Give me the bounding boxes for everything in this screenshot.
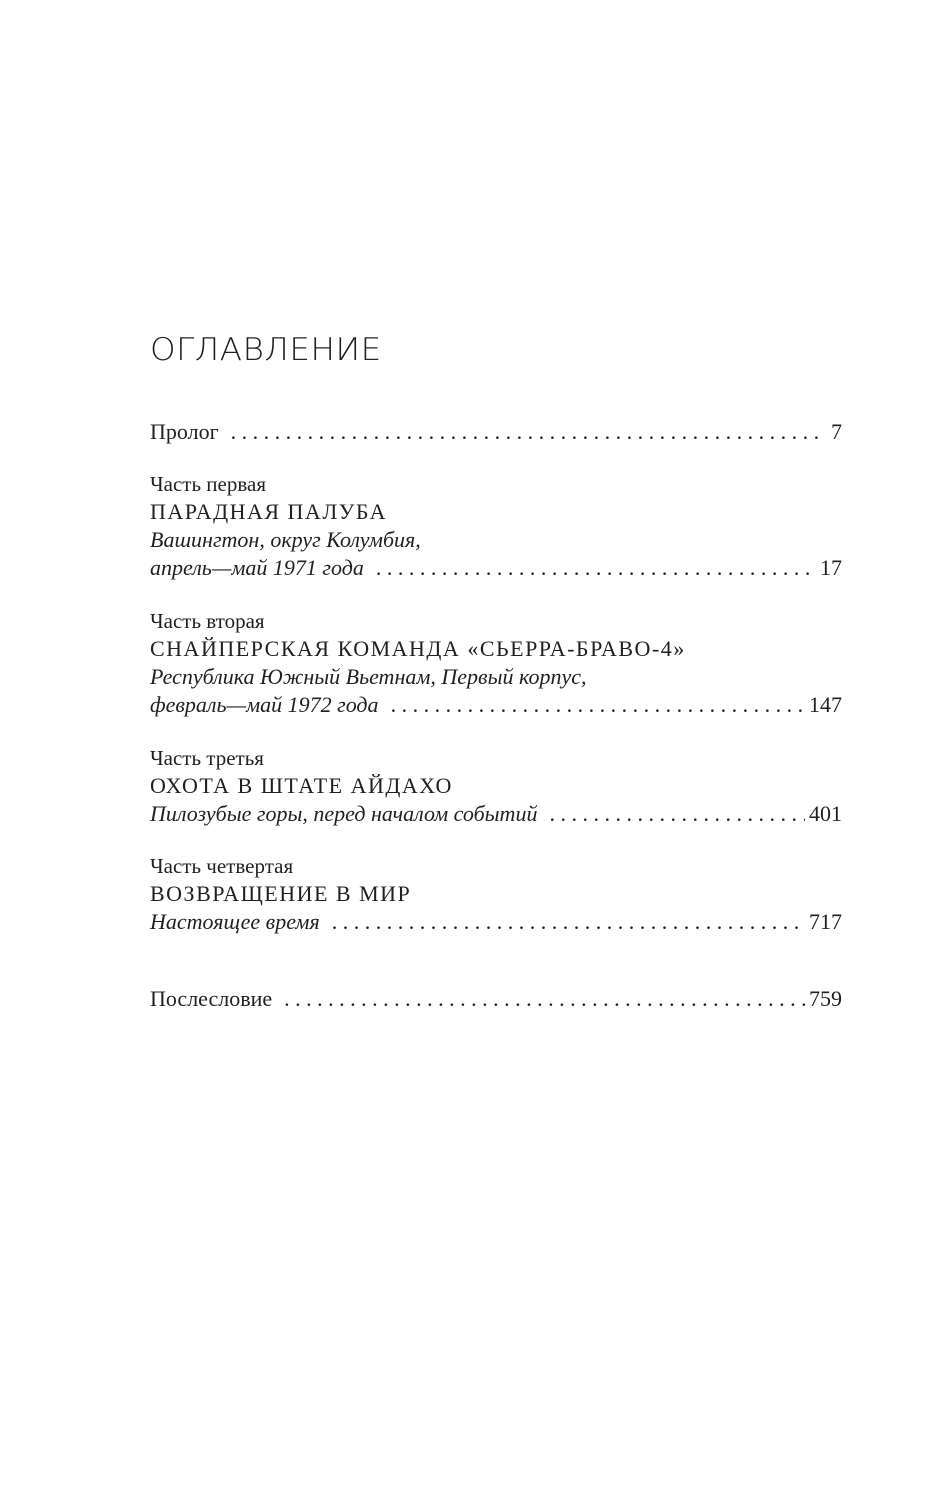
dot-leader bbox=[549, 800, 805, 828]
page-number: 17 bbox=[820, 555, 842, 580]
part-date: апрель—май 1971 года bbox=[150, 555, 364, 580]
part-title: СНАЙПЕРСКАЯ КОМАНДА «СЬЕРРА-БРАВО-4» bbox=[150, 636, 686, 661]
toc-entry-part4[interactable] bbox=[150, 908, 842, 936]
entry-label: Послесловие bbox=[150, 986, 273, 1011]
part-date: февраль—май 1972 года bbox=[150, 692, 379, 717]
entry-label: Пролог bbox=[150, 419, 219, 444]
dot-leader bbox=[332, 908, 805, 936]
dot-leader bbox=[391, 691, 805, 719]
part-title: ОХОТА В ШТАТЕ АЙДАХО bbox=[150, 773, 453, 798]
part-label: Часть вторая bbox=[150, 609, 265, 633]
dot-leader bbox=[376, 554, 816, 582]
part-title: ВОЗВРАЩЕНИЕ В МИР bbox=[150, 881, 412, 906]
toc-entry-part2[interactable] bbox=[150, 691, 842, 719]
page-number: 7 bbox=[831, 419, 842, 444]
part-place: Вашингтон, округ Колумбия, bbox=[150, 527, 421, 552]
toc-heading: ОГЛАВЛЕНИЕ bbox=[150, 332, 382, 368]
part-label: Часть первая bbox=[150, 472, 266, 496]
dot-leader bbox=[231, 418, 818, 446]
part-place: Настоящее время bbox=[150, 909, 320, 934]
part-place: Пилозубые горы, перед началом событий bbox=[150, 801, 538, 826]
dot-leader bbox=[284, 985, 805, 1013]
page-number: 717 bbox=[809, 909, 842, 934]
part-label: Часть третья bbox=[150, 746, 264, 770]
toc-entry-afterword[interactable] bbox=[150, 985, 842, 1013]
page-number: 147 bbox=[809, 692, 842, 717]
page-number: 401 bbox=[809, 801, 842, 826]
toc-entry-prologue[interactable] bbox=[150, 418, 842, 446]
part-label: Часть четвертая bbox=[150, 854, 294, 878]
toc-entry-part1[interactable] bbox=[150, 554, 842, 582]
part-title: ПАРАДНАЯ ПАЛУБА bbox=[150, 499, 388, 524]
page-number: 759 bbox=[809, 986, 842, 1011]
toc-entry-part3[interactable] bbox=[150, 800, 842, 828]
part-place: Республика Южный Вьетнам, Первый корпус, bbox=[150, 664, 587, 689]
